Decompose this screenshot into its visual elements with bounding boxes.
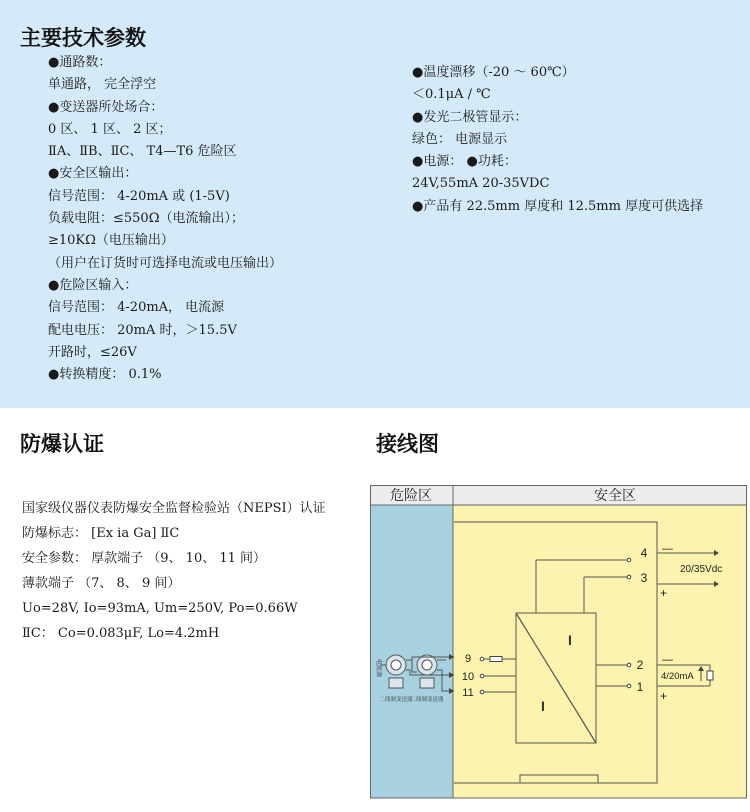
spec-line: 信号范围： 4-20mA， 电流源 <box>48 300 225 316</box>
hazard-zone-label: 危险区 <box>390 488 432 504</box>
spec-line: ≥10KΩ（电压输出） <box>48 233 174 249</box>
terminal-10-label: 10 <box>461 671 475 683</box>
explosion-line: Uo=28V, Io=93mA, Um=250V, Po=0.66W <box>22 601 298 616</box>
isolation-label-bottom: I <box>541 698 545 714</box>
explosion-line: 防爆标志： [Ex ia Ga] ⅡC <box>22 526 180 541</box>
spec-line: ●产品有 22.5mm 厚度和 12.5mm 厚度可供选择 <box>412 198 704 214</box>
specs-title: 主要技术参数 <box>20 26 146 50</box>
explosion-title: 防爆认证 <box>20 432 104 456</box>
spec-line: ●发光二极管显示： <box>412 109 528 125</box>
spec-line: 负载电阻：≤550Ω（电流输出）； <box>48 211 244 227</box>
isolation-label-top: I <box>568 632 572 648</box>
terminal-1-label: 1 <box>636 680 644 694</box>
terminal-2-label: 2 <box>636 658 644 672</box>
terminal-11-label: 11 <box>462 687 474 699</box>
output-minus: — <box>662 654 673 666</box>
spec-line: ●温度漂移（-20 ～ 60℃） <box>412 65 575 80</box>
wiring-diagram <box>370 485 747 799</box>
spec-line: ●变送器所处场合： <box>48 99 164 115</box>
specs-left-column <box>48 52 282 386</box>
explosion-details <box>22 496 326 646</box>
transmitter-2-label: 二线制变送器 <box>410 697 444 703</box>
spec-line: 单通路， 完全浮空 <box>48 77 157 93</box>
spec-line: ●危险区输入： <box>48 277 138 293</box>
spec-line: ⅡA、ⅡB、ⅡC、 T4—T6 危险区 <box>48 144 237 160</box>
spec-line: 开路时，≤26V <box>48 344 137 360</box>
wiring-title: 接线图 <box>376 432 439 456</box>
terminal-3-label: 3 <box>640 571 648 585</box>
hazard-zone <box>371 505 454 798</box>
safe-zone-label: 安全区 <box>594 488 636 504</box>
spec-line: 24V,55mA 20-35VDC <box>412 176 550 192</box>
explosion-line: 薄款端子 （7、 8、 9 间） <box>22 576 181 591</box>
spec-line: 配电电压： 20mA 时，＞15.5V <box>48 322 237 338</box>
explosion-line: 国家级仪器仪表防爆安全监督检验站（NEPSI）认证 <box>22 501 326 516</box>
spec-line: ＜0.1μA / ℃ <box>412 87 491 103</box>
spec-line: 0 区、 1 区、 2 区； <box>48 121 172 137</box>
spec-line: ●转换精度： 0.1% <box>48 367 162 383</box>
spec-line: ●通路数： <box>48 55 112 70</box>
supply-plus: + <box>660 586 668 600</box>
spec-line: ●安全区输出： <box>48 166 138 182</box>
spec-line: （用户在订货时可选择电流或电压输出） <box>48 255 283 271</box>
transmitter-1-label: 二线制变送器 <box>379 697 413 703</box>
terminal-4-label: 4 <box>640 546 648 560</box>
spec-line: 绿色： 电源显示 <box>412 131 508 147</box>
supply-voltage-label: 20/35Vdc <box>680 564 723 575</box>
safe-zone <box>453 505 747 798</box>
specs-right-column <box>412 62 703 218</box>
supply-minus: — <box>662 543 673 555</box>
output-plus: + <box>660 689 668 703</box>
terminal-9-label: 9 <box>464 653 472 665</box>
explosion-line: 安全参数： 厚款端子 （9、 10、 11 间） <box>22 551 267 566</box>
output-current-label: 4/20mA <box>661 671 694 682</box>
explosion-line: ⅡC： Co=0.083μF, Lo=4.2mH <box>22 626 220 641</box>
transmitter-source-label: 电流源 <box>375 659 382 678</box>
spec-line: 信号范围： 4-20mA 或 (1-5V) <box>48 188 230 204</box>
spec-line: ●电源： ●功耗： <box>412 154 517 170</box>
transmitter-2 <box>417 655 437 688</box>
